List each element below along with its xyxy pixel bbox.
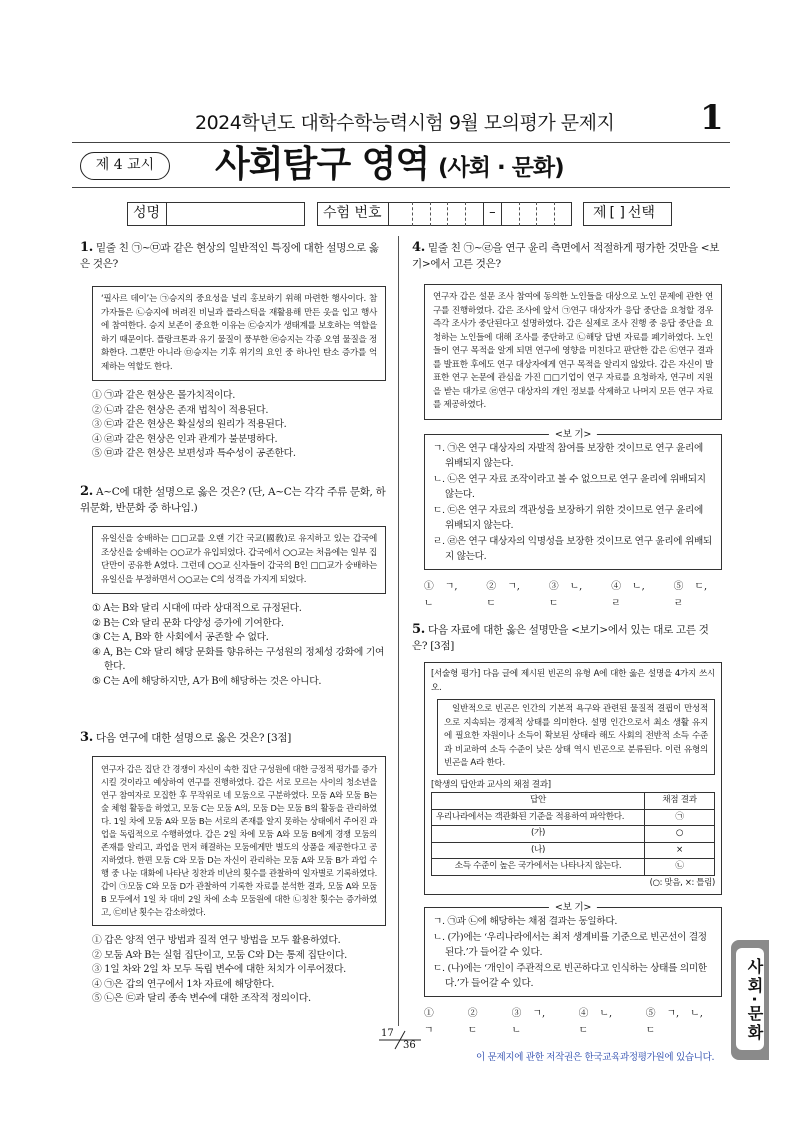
question-2-options <box>80 602 386 690</box>
subject-subtitle: (사회 · 문화) <box>438 155 564 181</box>
option[interactable]: ① ㉠과 같은 현상은 몰가치적이다. <box>92 390 236 401</box>
table-cell: ㉠ <box>645 809 715 826</box>
page-number: 1 <box>700 98 724 138</box>
bogi-item: ㄹ. ㉣은 연구 대상자의 익명성을 보장한 것이므로 연구 윤리에 위배되지 않는다. <box>433 535 712 562</box>
bogi-item: ㄷ. ㉢은 연구 자료의 객관성을 보장하기 위한 것이므로 연구 윤리에 위배되지 않는다. <box>433 504 703 531</box>
column-divider <box>398 236 399 1026</box>
question-2-text: A~C에 대한 설명으로 옳은 것은? (단, A~C는 각각 주류 문화, 하위문화, 반문화 중 하나임.) <box>80 486 386 514</box>
answer-choice[interactable]: ② ㄱ, ㄷ <box>486 580 520 609</box>
question-2-number: 2. <box>80 484 93 499</box>
answer-choice[interactable]: ⑤ ㄷ, ㄹ <box>673 580 708 609</box>
bogi-item: ㄱ. ㉠은 연구 대상자의 자발적 참여를 보장한 것이므로 연구 윤리에 위배되지 않는다. <box>433 442 703 469</box>
bogi-title: <보 기> <box>549 900 597 916</box>
table-row <box>432 842 715 859</box>
option[interactable]: ③ ㉢과 같은 현상은 확실성의 원리가 적용된다. <box>92 419 287 431</box>
answer-choice[interactable]: ⑤ ㄱ, ㄴ, ㄷ <box>645 1007 703 1036</box>
page-fraction <box>375 1029 425 1051</box>
option[interactable]: ④ A, B는 C와 달리 해당 문화를 향유하는 구성원의 정체성 강화에 기여한다. <box>92 646 385 673</box>
question-1-passage: ‘필사르 데이’는 ㉠승지의 중요성을 널리 홍보하기 위해 마련한 행사이다. 참가자들은 ㉡승지에 버려진 비닐과 플라스틱을 재활용해 만든 옷을 입고 행사에 참여한다. 승지 보존이 중요한 이유는 ㉢승지가 생태계를 보호하는 역할을 하기 때문이다. 플랑크톤과 유기 물질이 풍부한 ㉣승지는 각종 오염 물질을 정화한다. 그뿐만 아니라 ㉤승지는 기후 위기의 요인 중 하나인 탄소 증가를 억제하는 역할도 한다. <box>92 286 386 381</box>
question-4-passage: 연구자 갑은 설문 조사 참여에 동의한 노인들을 대상으로 노인 문제에 관한 연구를 진행하였다. 갑은 조사에 앞서 ㉠연구 대상자가 응답 중단을 요청할 경우 즉각 조사가 중단된다고 설명하였다. 갑은 실제로 조사 진행 중 응답 중단을 요청하는 노인들에 대해 조사를 중단하고 ㉡해당 답변 자료를 폐기하였다. 노인들이 연구 목적을 알게 되면 연구에 영향을 미친다고 판단한 갑은 ㉢연구 결과를 발표한 후에도 연구 대상자에게 연구 목적을 알리지 않았다. 갑은 자신이 발표한 연구 논문에 관심을 가진 □□기업이 연구 자료를 요청하자, 연구비 지원을 받는 대가로 ㉣연구 대상자의 개인 정보를 삭제하고 나머지 모든 연구 자료를 제공하였다. <box>424 284 722 420</box>
answer-choice[interactable]: ① ㄱ <box>424 1007 434 1036</box>
elective-prefix: 제 <box>593 205 607 221</box>
table-caption: [학생의 답안과 교사의 채점 결과] <box>431 779 551 790</box>
question-1-text: 밑줄 친 ㉠~㉤과 같은 현상의 일반적인 특징에 대한 설명으로 옳은 것은? <box>80 242 379 270</box>
question-3-passage: 연구자 갑은 집단 간 경쟁이 자신이 속한 집단 구성원에 대한 긍정적 평가를 증가시킬 것이라고 예상하여 연구를 진행하였다. 갑은 서로 모르는 사이의 청소년을 연구 참여자로 모집한 후 무작위로 네 모둠으로 구분하였다. 모둠 A와 모둠 B는 숲 체험 활동을 하였고, 모둠 C는 모둠 A의, 모둠 D는 모둠 B의 활동을 관리하였다. 1일 차에 모둠 A와 모둠 B는 서로의 존재를 알지 못하는 상태에서 주어진 과업을 독립적으로 수행하였다. 갑은 2일 차에 모둠 A와 모둠 B에게 경쟁 모둠의 존재를 알리고, 과업을 먼저 해결하는 모둠에게만 별도의 상품을 제공한다고 공지하였다. 한편 모둠 C와 모둠 D는 자신이 관리하는 모둠 A와 모둠 B가 과업 수행 중 나눈 대화에 나타난 칭찬과 비난의 횟수를 관찰하여 일자별로 기록하였다. 갑이 ㉠모둠 C와 모둠 D가 관찰하여 기록한 자료를 분석한 결과, 모둠 A와 모둠 B 모두에서 1일 차 대비 2일 차에 소속 모둠원에 대한 ㉡칭찬 횟수는 증가하였고, ㉢비난 횟수는 감소하였다. <box>92 756 386 926</box>
copyright-notice: 이 문제지에 관한 저작권은 한국교육과정평가원에 있습니다. <box>476 1052 715 1063</box>
question-4-number: 4. <box>412 240 425 255</box>
question-3 <box>80 730 386 1007</box>
option[interactable]: ④ ㉠은 갑의 연구에서 1차 자료에 해당한다. <box>92 978 275 990</box>
answer-choice[interactable]: ① ㄱ, ㄴ <box>424 580 458 609</box>
table-cell: 소득 수준이 높은 국가에서는 나타나지 않는다. <box>432 859 645 876</box>
question-2 <box>80 484 386 690</box>
exam-number-cells <box>395 202 572 226</box>
option[interactable]: ③ 1일 차와 2일 차 모두 독립 변수에 대한 처치가 이루어졌다. <box>92 964 346 976</box>
table-header-row <box>432 793 715 810</box>
bogi-title: <보 기> <box>549 427 597 443</box>
table-cell: ㉡ <box>645 859 715 876</box>
exam-number-dash: – <box>484 202 502 226</box>
grading-table <box>431 792 715 876</box>
question-5-text: 다음 자료에 대한 옳은 설명만을 <보기>에서 있는 대로 고른 것은? [3점] <box>412 624 709 652</box>
table-row <box>432 826 715 843</box>
question-5-answers <box>424 1005 722 1039</box>
table-row <box>432 859 715 876</box>
table-cell: × <box>645 842 715 859</box>
subject-side-tab-label: 사회·문화 <box>736 948 764 1050</box>
table-cell: (나) <box>432 842 645 859</box>
question-3-text: 다음 연구에 대한 설명으로 옳은 것은? [3점] <box>95 732 292 744</box>
table-note: (○: 맞음, ×: 틀림) <box>649 876 715 887</box>
option[interactable]: ③ C는 A, B와 한 사회에서 공존할 수 없다. <box>92 632 269 644</box>
question-5-inner-text: 일반적으로 빈곤은 인간의 기본적 욕구와 관련된 물질적 결핍이 만성적으로 지속되는 경제적 상태를 의미한다. 설명 인간으로서 최소 생활 유지에 필요한 자원이나 소득이 확보된 상태라 해도 사회의 전반적 소득 수준과 비교하여 소득 수준이 낮은 상태 역시 빈곤으로 분류된다. 이런 유형의 빈곤을 A라 한다. <box>437 699 715 775</box>
question-5 <box>412 622 722 1039</box>
option[interactable]: ① A는 B와 달리 시대에 따라 상대적으로 규정된다. <box>92 603 302 614</box>
page-total: 36 <box>403 1040 416 1051</box>
elective-suffix: 선택 <box>627 205 655 221</box>
question-5-stem <box>412 622 722 654</box>
option[interactable]: ② 모둠 A와 B는 실험 집단이고, 모둠 C와 D는 통제 집단이다. <box>92 949 347 961</box>
table-cell: (가) <box>432 826 645 843</box>
question-5-prompt: [서술형 평가] 다음 글에 제시된 빈곤의 유형 A에 대한 옳은 설명을 4가지 쓰시오. <box>431 669 715 693</box>
subject-title: 사회탐구 영역 <box>215 144 430 185</box>
name-label: 성명 <box>127 202 167 226</box>
question-5-number: 5. <box>412 622 425 637</box>
option[interactable]: ② ㉡과 같은 현상은 존재 법칙이 적용된다. <box>92 404 269 416</box>
bogi-item: ㄱ. ㉠과 ㉡에 해당하는 채점 결과는 동일하다. <box>433 916 618 927</box>
answer-choice[interactable]: ④ ㄴ, ㄷ <box>578 1007 613 1036</box>
page-current: 17 <box>381 1028 394 1039</box>
header-rule-lower <box>72 187 730 188</box>
table-cell: 우리나라에서는 객관화된 기준을 적용하여 파악한다. <box>432 809 645 826</box>
table-header: 답안 <box>432 793 645 810</box>
question-1-number: 1. <box>80 240 93 255</box>
answer-choice[interactable]: ② ㄷ <box>467 1007 478 1036</box>
question-1-options <box>80 389 386 462</box>
question-4-answers <box>424 578 722 612</box>
bogi-item: ㄴ. (가)에는 ‘우리나라에서는 최저 생계비를 기준으로 빈곤선이 결정된다.’가 들어갈 수 있다. <box>433 931 707 958</box>
option[interactable]: ④ ㉣과 같은 현상은 인과 관계가 불분명하다. <box>92 433 278 445</box>
exam-number-label: 수험 번호 <box>317 202 389 226</box>
bogi-item: ㄷ. (나)에는 ‘개인이 주관적으로 빈곤하다고 인식하는 상태를 의미한다.’가 들어갈 수 있다. <box>433 962 707 989</box>
question-3-stem <box>80 730 386 746</box>
table-header: 채점 결과 <box>645 793 715 810</box>
question-2-passage: 유일신을 숭배하는 □□교를 오랜 기간 국교(國敎)로 유지하고 있는 갑국에 조상신을 숭배하는 ○○교가 유입되었다. 갑국에서 ○○교는 처음에는 일부 집단만이 공유한 A였다. 그런데 ○○교 신자들이 갑국의 B인 □□교가 숭배하는 유일신을 부정하면서 ○○교는 C의 성격을 가지게 되었다. <box>92 526 386 594</box>
question-3-number: 3. <box>80 730 93 745</box>
answer-choice[interactable]: ③ ㄱ, ㄴ <box>511 1007 546 1036</box>
session-badge: 제 4 교시 <box>80 152 170 180</box>
table-cell: ○ <box>645 826 715 843</box>
elective-bracket: [ ] <box>609 205 625 221</box>
question-1-stem <box>80 240 386 272</box>
question-4-stem <box>412 240 722 272</box>
candidate-info-bar <box>127 202 672 226</box>
answer-choice[interactable]: ④ ㄴ, ㄹ <box>611 580 645 609</box>
question-5-bogi <box>424 902 722 997</box>
table-row <box>432 809 715 826</box>
option[interactable]: ⑤ ㉡은 ㉢과 달리 종속 변수에 대한 조작적 정의이다. <box>92 993 311 1005</box>
question-2-stem <box>80 484 386 516</box>
question-4-bogi <box>424 428 722 570</box>
question-5-passage <box>424 662 722 895</box>
exam-title: 2024학년도 대학수학능력시험 9월 모의평가 문제지 <box>195 112 615 134</box>
answer-choice[interactable]: ③ ㄴ, ㄷ <box>548 580 583 609</box>
option[interactable]: ⑤ ㉤과 같은 현상은 보편성과 특수성이 공존한다. <box>92 448 296 460</box>
question-3-options <box>80 934 386 1007</box>
elective-label <box>587 202 661 226</box>
option[interactable]: ② B는 C와 달리 문화 다양성 증가에 기여한다. <box>92 617 284 629</box>
option[interactable]: ① 갑은 양적 연구 방법과 질적 연구 방법을 모두 활용하였다. <box>92 935 341 946</box>
question-1 <box>80 240 386 462</box>
bogi-item: ㄴ. ㉡은 연구 자료 조작이라고 볼 수 없으므로 연구 윤리에 위배되지 않는다. <box>433 473 706 500</box>
question-4-text: 밑줄 친 ㉠~㉣을 연구 윤리 측면에서 적절하게 평가한 것만을 <보기>에서 고른 것은? <box>412 242 720 270</box>
question-4 <box>412 240 722 612</box>
option[interactable]: ⑤ C는 A에 해당하지만, A가 B에 해당하는 것은 아니다. <box>92 675 322 687</box>
